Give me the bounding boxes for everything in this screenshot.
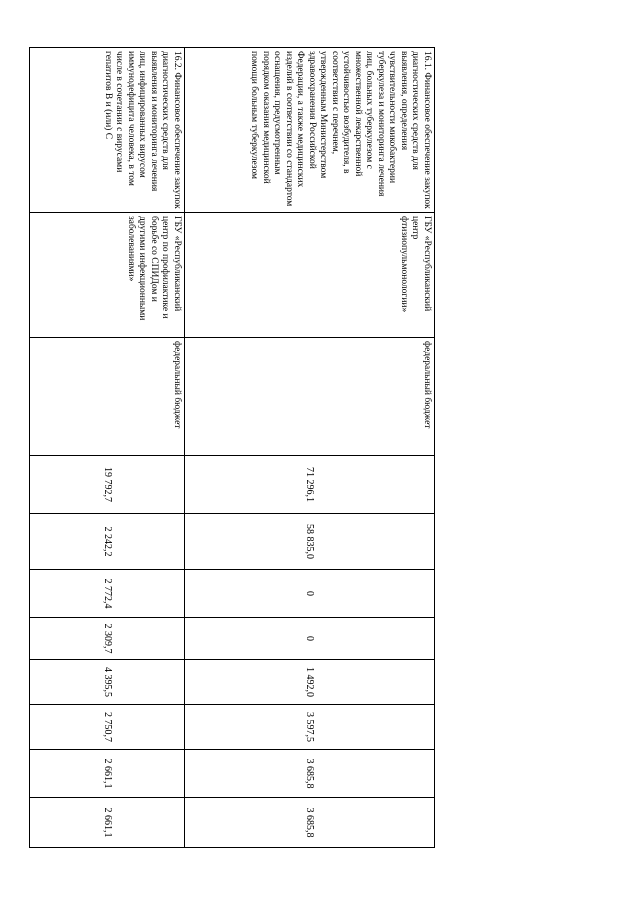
value-cell: 2 309,7 bbox=[30, 618, 185, 660]
value-cell: 3 685,8 bbox=[185, 798, 435, 848]
value-cell: 2 661,1 bbox=[30, 750, 185, 798]
value-cell: 0 bbox=[185, 570, 435, 618]
table-row bbox=[185, 48, 435, 848]
value-cell: 71 296,1 bbox=[185, 456, 435, 514]
value-cell: 2 242,2 bbox=[30, 514, 185, 570]
value-cell: 2 661,1 bbox=[30, 798, 185, 848]
value-cell: 2 772,4 bbox=[30, 570, 185, 618]
budget-table bbox=[29, 47, 435, 848]
value-cell: 58 835,0 bbox=[185, 514, 435, 570]
value-cell: 3 685,8 bbox=[185, 750, 435, 798]
table-row bbox=[30, 48, 185, 848]
value-cell: 19 792,7 bbox=[30, 456, 185, 514]
value-cell: 4 395,5 bbox=[30, 660, 185, 705]
organization-cell: ГБУ «Республиканский центр фтизиопульмонологии» bbox=[185, 213, 435, 338]
value-cell: 0 bbox=[185, 618, 435, 660]
funding-source-cell: федеральный бюджет bbox=[185, 338, 435, 456]
rotated-table-sheet bbox=[0, 47, 435, 838]
value-cell: 1 492,0 bbox=[185, 660, 435, 705]
measure-name-cell: 16.1. Финансовое обеспечение закупок диагностических средств для выявления, определения чувствительности микобактерии туберкулеза и мониторинга лечения лиц, больных туберкулезом с множественной лекарственной устойчивостью возбудителя, в соответствии с перечнем, утвержденным Министерством здравоохранения Российской Федерации, а также медицинских изделий в соответствии со стандартом оснащения, предусмотренным порядком оказания медицинской помощи больным туберкулезом bbox=[185, 48, 435, 213]
measure-name-cell: 16.2. Финансовое обеспечение закупок диагностических средств для выявления и мониторинга лечения лиц, инфицированных вирусом иммунодефицита человека, в том числе в сочетании с вирусами гепатитов B и (или) C bbox=[30, 48, 185, 213]
value-cell: 3 597,5 bbox=[185, 705, 435, 750]
organization-cell: ГБУ «Республиканский центр по профилактике и борьбе со СПИДом и другими инфекционными заболеваниями» bbox=[30, 213, 185, 338]
funding-source-cell: федеральный бюджет bbox=[30, 338, 185, 456]
value-cell: 2 750,7 bbox=[30, 705, 185, 750]
